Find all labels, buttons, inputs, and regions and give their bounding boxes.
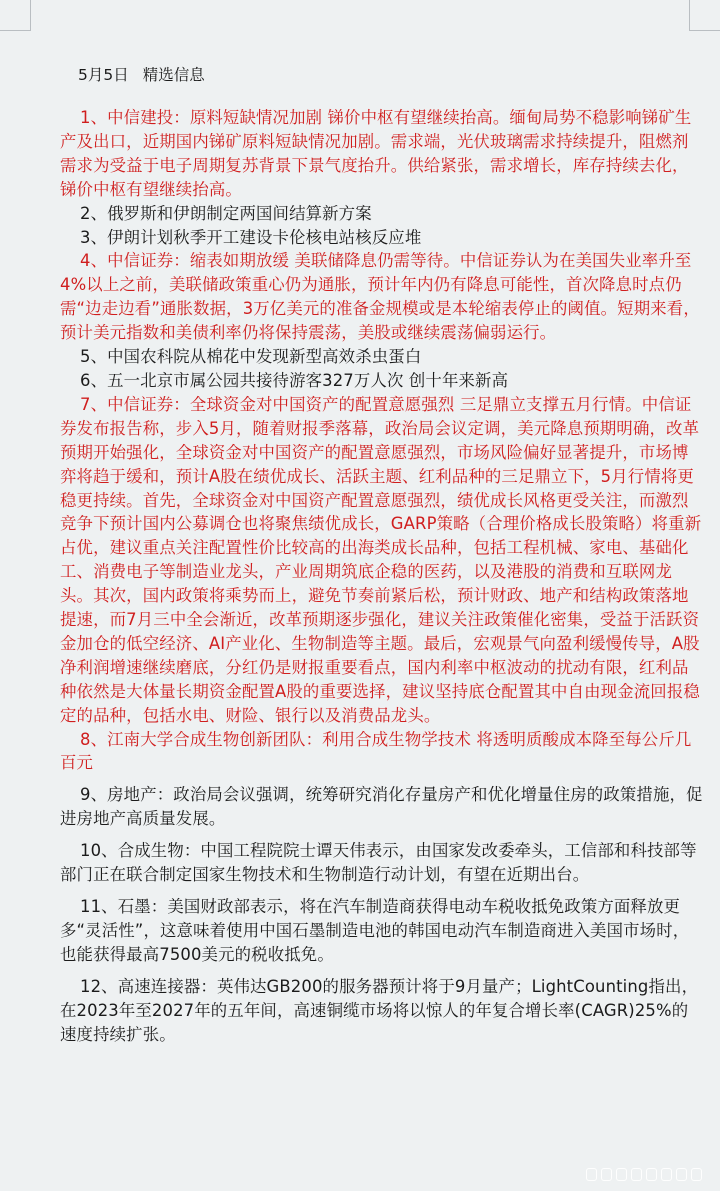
watermark-mark-1 [586, 1168, 597, 1181]
news-item-12: 12、高速连接器：英伟达GB200的服务器预计将于9月量产；LightCounting指出，在2023年至2027年的五年间，高速铜缆市场将以惊人的年复合增长率(CAGR)25%的速度持续扩张。 [60, 976, 699, 1044]
watermark-mark-4 [631, 1168, 642, 1181]
news-item-3: 3、伊朗计划秋季开工建设卡伦核电站核反应堆 [80, 227, 422, 247]
news-item-2: 2、俄罗斯和伊朗制定两国间结算新方案 [80, 203, 372, 223]
watermark-mark-7 [676, 1168, 687, 1181]
header-date: 5月5日 [78, 66, 129, 84]
document-content [60, 62, 704, 1046]
news-item-11: 11、石墨：美国财政部表示，将在汽车制造商获得电动车税收抵免政策方面释放更多“灵活性”，这意味着使用中国石墨制造电池的韩国电动汽车制造商进入美国市场时，也能获得最高7500美元的税收抵免。 [60, 897, 690, 964]
fold-mark-right-horizontal [689, 30, 720, 31]
news-item-5: 5、中国农科院从棉花中发现新型高效杀虫蛋白 [80, 347, 422, 367]
news-item-9: 9、房地产：政治局会议强调，统筹研究消化存量房产和优化增量住房的政策措施，促进房地产高质量发展。 [60, 785, 703, 829]
watermark-mark-2 [601, 1168, 612, 1181]
fold-mark-left [30, 0, 31, 30]
news-list [60, 106, 704, 1046]
watermark-glyphs [586, 1168, 702, 1181]
watermark-mark-6 [661, 1168, 672, 1181]
news-item-6: 6、五一北京市属公园共接待游客327万人次 创十年来新高 [80, 370, 509, 390]
fold-mark-right [689, 0, 690, 30]
news-item-7: 7、中信证券：全球资金对中国资产的配置意愿强烈 三足鼎立支撑五月行情。中信证券发布报告称，步入5月，随着财报季落幕，政治局会议定调，美元降息预期明确，改革预期开始强化，全球资金对中国资产的配置意愿强烈，市场风险偏好显著提升，市场博弈将趋于缓和，预计A股在绩优成长、活跃主题、红利品种的三足鼎立下，5月行情将更稳更持续。首先，全球资金对中国资产配置意愿强烈，绩优成长风格更受关注，而激烈竞争下预计国内公募调仓也将聚焦绩优成长，GARP策略（合理价格成长股策略）将重新占优，建议重点关注配置性价比较高的出海类成长品种，包括工程机械、家电、基础化工、消费电子等制造业龙头，产业周期筑底企稳的医药，以及港股的消费和互联网龙头。其次，国内政策将乘势而上，避免节奏前紧后松，预计财政、地产和结构政策落地提速，而7月三中全会渐近，改革预期逐步强化，建议关注政策催化密集，受益于活跃资金加仓的低空经济、AI产业化、生物制造等主题。最后，宏观景气向盈利缓慢传导，A股净利润增速继续磨底，分红仍是财报重要看点，国内利率中枢波动的扰动有限，红利品种依然是大体量长期资金配置A股的重要选择，建议坚持底仓配置其中自由现金流回报稳定的品种，包括水电、财险、银行以及消费品龙头。 [60, 394, 702, 725]
news-item-8: 8、江南大学合成生物创新团队：利用合成生物学技术 将透明质酸成本降至每公斤几百元 [60, 729, 692, 773]
news-item-1: 1、中信建投：原料短缺情况加剧 锑价中枢有望继续抬高。缅甸局势不稳影响锑矿生产及出口，近期国内锑矿原料短缺情况加剧。需求端，光伏玻璃需求持续提升，阻燃剂需求为受益于电子周期复苏背景下景气度抬升。供给紧张，需求增长，库存持续去化，锑价中枢有望继续抬高。 [60, 108, 692, 199]
news-item-4: 4、中信证券：缩表如期放缓 美联储降息仍需等待。中信证券认为在美国失业率升至4%以上之前，美联储政策重心仍为通胀，预计年内仍有降息可能性，首次降息时点仍需“边走边看”通胀数据，3万亿美元的准备金规模或是本轮缩表停止的阈值。短期来看，预计美元指数和美债利率仍将保持震荡，美股或继续震荡偏弱运行。 [60, 251, 700, 343]
document-header [78, 62, 704, 88]
watermark-mark-5 [646, 1168, 657, 1181]
fold-mark-left-horizontal [0, 30, 31, 31]
news-item-10: 10、合成生物：中国工程院院士谭天伟表示，由国家发改委牵头，工信部和科技部等部门正在联合制定国家生物技术和生物制造行动计划，有望在近期出台。 [60, 841, 697, 885]
watermark-mark-8 [691, 1168, 702, 1181]
header-title: 精选信息 [142, 66, 205, 84]
watermark-mark-3 [616, 1168, 627, 1181]
